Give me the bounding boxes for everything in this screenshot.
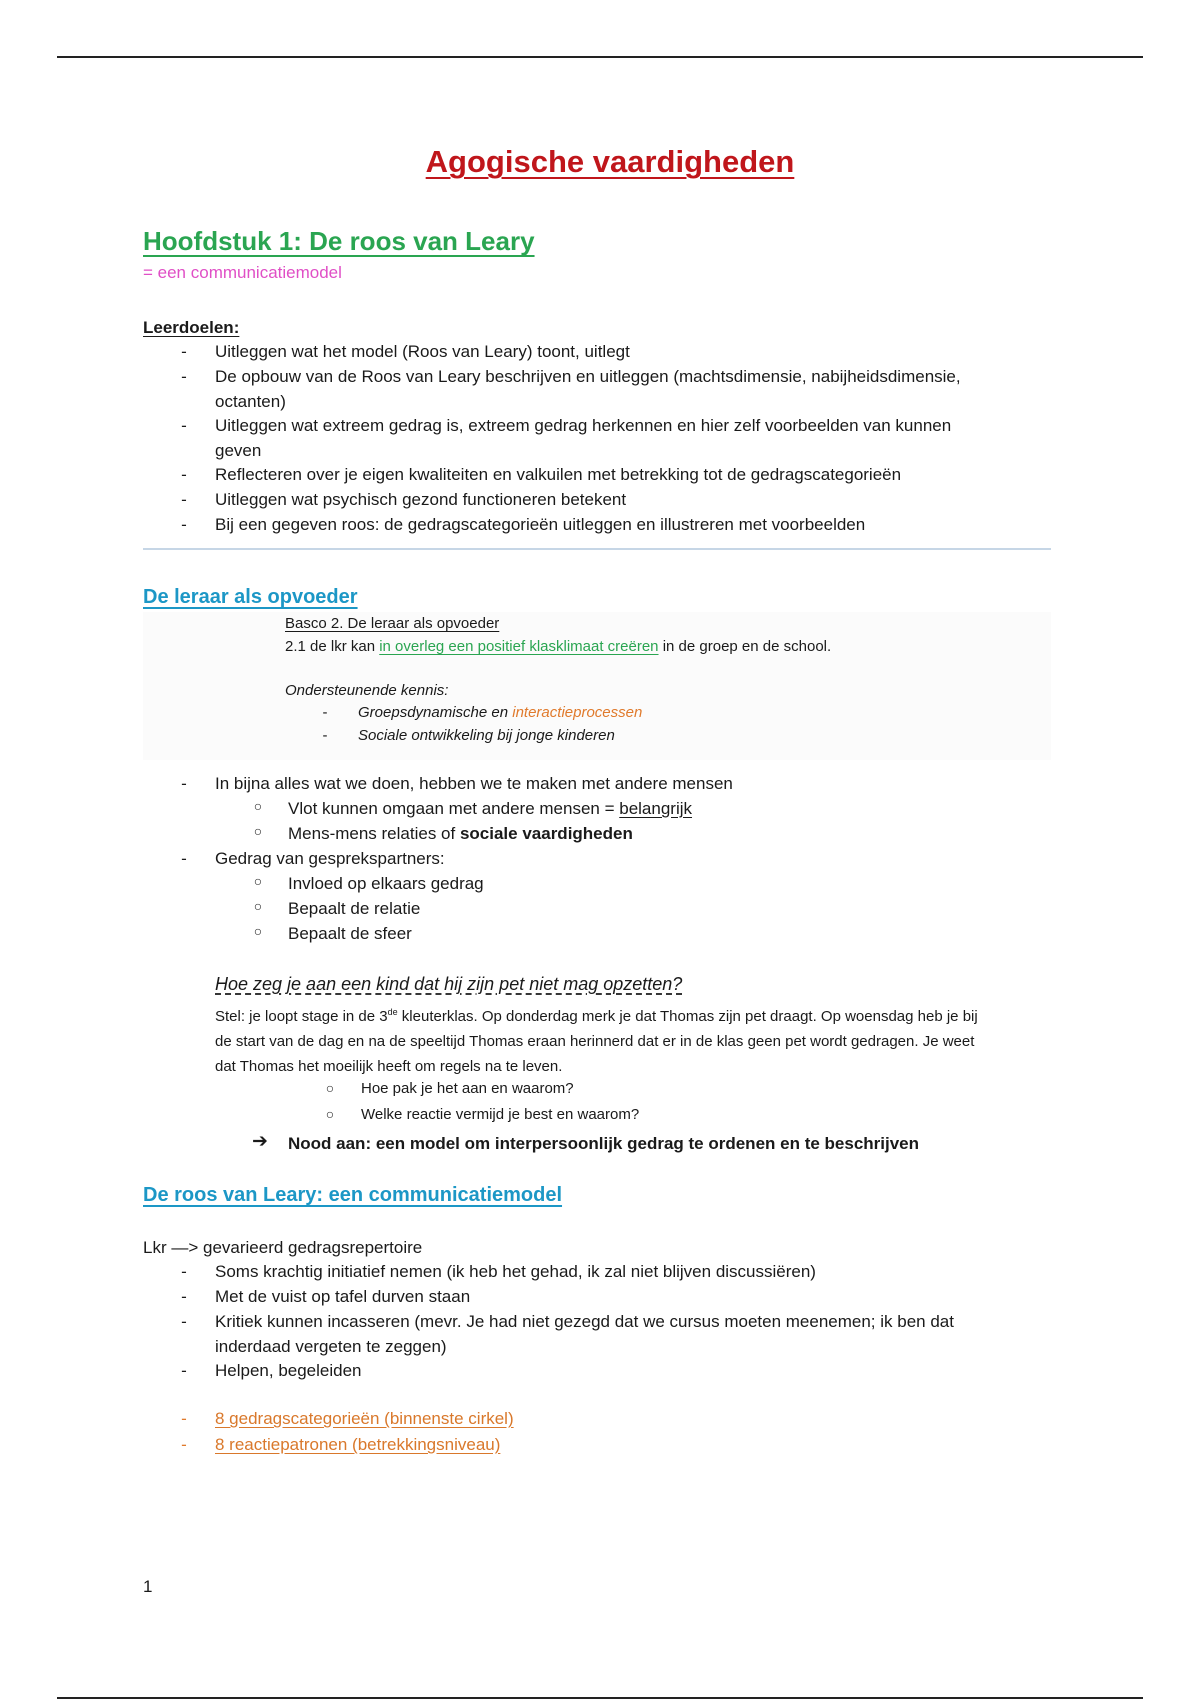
bullet-dash: -	[181, 515, 187, 534]
document-title: Agogische vaardigheden	[425, 144, 795, 179]
scenario-text	[215, 1000, 1065, 1079]
bullet-dash: -	[181, 465, 187, 484]
section-heading-leraar: De leraar als opvoeder	[143, 586, 358, 608]
bullet-dash: -	[181, 774, 187, 793]
bullet-dash: -	[181, 849, 187, 868]
bullet-dash: -	[181, 1312, 187, 1331]
basco-title: Basco 2. De leraar als opvoeder	[285, 615, 500, 632]
bullet-dash: -	[181, 342, 187, 361]
circle-bullet-icon: ○	[325, 1106, 335, 1122]
support-heading: Ondersteunende kennis:	[285, 682, 449, 699]
support-item-text: Groepsdynamische en	[358, 704, 513, 721]
list-item: Helpen, begeleiden	[215, 1361, 362, 1380]
arrow-right-icon: ➔	[252, 1131, 268, 1152]
bullet-dash: -	[181, 1287, 187, 1306]
bullet-dash: -	[181, 1435, 187, 1454]
goals-heading: Leerdoelen:	[143, 318, 240, 337]
list-item: Bij een gegeven roos: de gedragscategorieën uitleggen en illustreren met voorbeelden	[215, 515, 866, 534]
bullet-dash: -	[181, 490, 187, 509]
list-item: Uitleggen wat psychisch gezond functioneren betekent	[215, 490, 627, 509]
list-subitem: Hoe pak je het aan en waarom?	[361, 1080, 574, 1097]
list-item: In bijna alles wat we doen, hebben we te maken met andere mensen	[215, 774, 733, 793]
orange-list-item: 8 gedragscategorieën (binnenste cirkel)	[215, 1409, 514, 1428]
list-item: Met de vuist op tafel durven staan	[215, 1287, 471, 1306]
list-subitem: Welke reactie vermijd je best en waarom?	[361, 1106, 640, 1123]
bullet-dash: -	[322, 727, 328, 744]
circle-bullet-icon: ○	[253, 923, 263, 939]
bullet-dash: -	[181, 1409, 187, 1428]
support-item: Sociale ontwikkeling bij jonge kinderen	[358, 727, 615, 744]
scenario-line: de start van de dag en na de speeltijd Thomas eraan herinnerd dat er in de klas geen pet wordt gedragen. Je weet	[215, 1033, 975, 1050]
list-subitem	[288, 796, 692, 821]
section-divider	[143, 548, 1051, 550]
list-item: inderdaad vergeten te zeggen)	[215, 1337, 447, 1356]
intro-text: Lkr —> gevarieerd gedragsrepertoire	[143, 1238, 423, 1257]
scenario-text-part: kleuterklas. Op donderdag merk je dat Thomas zijn pet draagt. Op woensdag heb je bij	[397, 1008, 978, 1025]
circle-bullet-icon: ○	[253, 898, 263, 914]
list-subitem: Bepaalt de relatie	[288, 899, 421, 918]
scenario-superscript: de	[387, 1007, 398, 1017]
conclusion-text: Nood aan: een model om interpersoonlijk gedrag te ordenen en te beschrijven	[288, 1134, 920, 1153]
list-subitem: Invloed op elkaars gedrag	[288, 874, 484, 893]
circle-bullet-icon: ○	[325, 1080, 335, 1096]
list-item: Kritiek kunnen incasseren (mevr. Je had niet gezegd dat we cursus moeten meenemen; ik ben dat	[215, 1312, 954, 1331]
subitem-bold: sociale vaardigheden	[459, 824, 633, 843]
basco-goal	[285, 636, 831, 658]
list-item: De opbouw van de Roos van Leary beschrijven en uitleggen (machtsdimensie, nabijheidsdimensie,	[215, 367, 961, 386]
section-heading-roos: De roos van Leary: een communicatiemodel	[143, 1184, 563, 1206]
subitem-text: Vlot kunnen omgaan met andere mensen =	[288, 799, 620, 818]
scenario-text-part: Stel: je loopt stage in de 3	[215, 1008, 388, 1025]
circle-bullet-icon: ○	[253, 798, 263, 814]
example-question: Hoe zeg je aan een kind dat hij zijn pet niet mag opzetten?	[215, 974, 683, 994]
bullet-dash: -	[181, 1262, 187, 1281]
bullet-dash: -	[181, 1361, 187, 1380]
bullet-dash: -	[181, 367, 187, 386]
list-item: Uitleggen wat het model (Roos van Leary) toont, uitlegt	[215, 342, 630, 361]
bullet-dash: -	[322, 704, 328, 721]
list-item: Soms krachtig initiatief nemen (ik heb het gehad, ik zal niet blijven discussiëren)	[215, 1262, 816, 1281]
subitem-text: Mens-mens relaties of	[288, 824, 460, 843]
page-number: 1	[143, 1577, 153, 1596]
chapter-title: Hoofdstuk 1: De roos van Leary	[143, 226, 535, 256]
basco-goal-link[interactable]: in overleg een positief klasklimaat creëren	[379, 638, 659, 655]
basco-goal-post: in de groep en de school.	[658, 638, 832, 655]
list-item: Gedrag van gesprekspartners:	[215, 849, 445, 868]
chapter-subtitle: = een communicatiemodel	[143, 263, 342, 282]
list-item: geven	[215, 441, 262, 460]
basco-goal-pre: 2.1 de lkr kan	[285, 638, 380, 655]
top-rule	[57, 56, 1143, 58]
list-item: Reflecteren over je eigen kwaliteiten en valkuilen met betrekking tot de gedragscategorieën	[215, 465, 902, 484]
list-item: octanten)	[215, 392, 286, 411]
bottom-rule	[57, 1697, 1143, 1699]
subitem-underlined: belangrijk	[619, 799, 693, 818]
list-item: Uitleggen wat extreem gedrag is, extreem gedrag herkennen en hier zelf voorbeelden van kunnen	[215, 416, 952, 435]
scenario-line: dat Thomas het moeilijk heeft om regels na te leven.	[215, 1058, 563, 1075]
orange-list-item: 8 reactiepatronen (betrekkingsniveau)	[215, 1435, 501, 1454]
circle-bullet-icon: ○	[253, 823, 263, 839]
scenario-line	[215, 1000, 1065, 1029]
list-subitem	[288, 821, 633, 846]
support-item	[358, 702, 642, 724]
list-subitem: Bepaalt de sfeer	[288, 924, 412, 943]
bullet-dash: -	[181, 416, 187, 435]
circle-bullet-icon: ○	[253, 873, 263, 889]
support-item-highlight: interactieprocessen	[512, 704, 643, 721]
